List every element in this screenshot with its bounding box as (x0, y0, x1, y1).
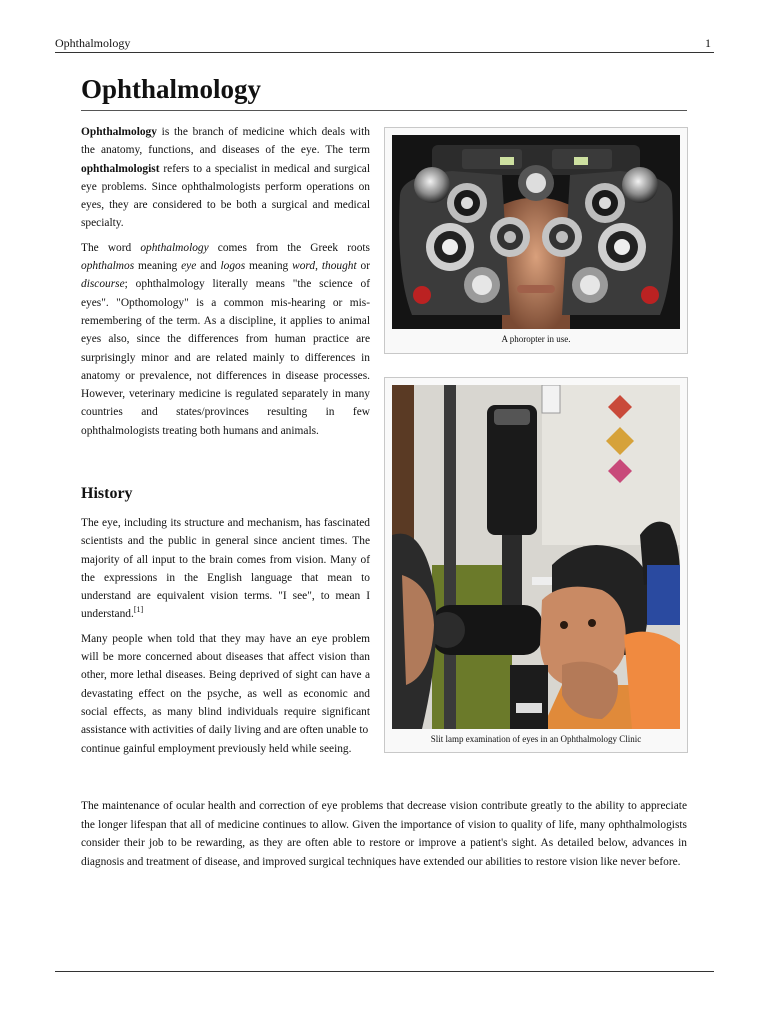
page-number: 1 (705, 36, 711, 50)
history-text: The eye, including its structure and mechanism, has fascinated scientists and the public in general since ancient times. The majority of all input to the brain comes from vision. Many of the expressions in the English language that mean to understand are equivalent vision terms. "I see", to mean I understand. (81, 517, 370, 621)
history-text-last-line: continue gainful employment previously held while seeing. (81, 742, 352, 755)
figure-caption-phoropter: A phoropter in use. (501, 334, 571, 344)
intro-paragraph-2 (81, 239, 370, 440)
history-paragraph-3: The maintenance of ocular health and correction of eye problems that decrease vision contribute greatly to the ability to appreciate the longer lifespan that all of medicine continues to allow. Given the importance of vision to quality of life, many ophthalmologists consider their job to be rewarding, as they are often able to restore or improve a patient's sight. As detailed below, advances in diagnosis and treatment of disease, and improved surgical techniques have extended our abilities to restore vision like never before. (81, 800, 687, 868)
intro-text: The word (81, 241, 141, 254)
history-paragraph-2 (81, 630, 370, 758)
intro-text: is the branch of medicine which deals with the anatomy, functions, and diseases of the eye. The term (81, 126, 370, 157)
italic-term: logos (220, 260, 246, 273)
intro-text: or (356, 260, 370, 273)
italic-term: discourse (81, 278, 125, 291)
running-header (55, 34, 714, 53)
italic-term: eye (181, 260, 197, 273)
page-title: Ophthalmology (81, 70, 687, 111)
intro-text: , (315, 260, 322, 273)
intro-paragraph-1 (81, 123, 370, 233)
reference-link[interactable]: [1] (133, 605, 144, 615)
history-text: Many people when told that they may have an eye problem will be more concerned about diseases that affect vision than other, more lethal diseases. Being deprived of sight can have a devastating effect on the psyche, as well as economic and social effects, as many blind individuals require significant assistance with activities of daily living and are often unable to (81, 632, 370, 737)
italic-term: word (292, 260, 316, 273)
footer-rule (55, 971, 714, 972)
phoropter-photo[interactable] (392, 135, 680, 329)
intro-text: comes from the Greek roots (208, 241, 370, 254)
slit-lamp-photo[interactable] (392, 385, 680, 729)
history-paragraph-1 (81, 514, 370, 624)
intro-text: meaning (245, 260, 293, 273)
figure-caption-slit-lamp: Slit lamp examination of eyes in an Ophthalmology Clinic (430, 734, 642, 744)
intro-text: and (196, 260, 221, 273)
history-section (81, 514, 370, 764)
italic-term: ophthalmos (81, 260, 135, 273)
figure-slit-lamp (384, 377, 688, 753)
intro-text: refers to a specialist in medical and surgical eye problems. Since ophthalmologists perform operations on eyes, they are considered to be both a surgical and medical specialty. (81, 162, 370, 230)
running-title: Ophthalmology (55, 36, 131, 50)
figure-phoropter (384, 127, 688, 354)
intro-text: meaning (134, 260, 182, 273)
italic-term: ophthalmology (140, 241, 209, 254)
term-ophthalmology: Ophthalmology (81, 126, 157, 138)
term-ophthalmologist: ophthalmologist (81, 162, 160, 175)
intro-text: ; ophthalmology literally means "the science of eyes". "Opthomology" is a common mis-hearing or mis-remembering of the term. As a discipline, it applies to animal eyes also, since the differences from human practice are surprisingly minor and are related mainly to differences in anatomy or prevalence, not differences in disease processes. However, veterinary medicine is regulated separately in many countries and states/provinces resulting in few ophthalmologists treating both humans and animals. (81, 278, 370, 437)
italic-term: thought (321, 260, 357, 273)
section-heading-history: History (81, 485, 133, 502)
intro-section (81, 123, 370, 446)
